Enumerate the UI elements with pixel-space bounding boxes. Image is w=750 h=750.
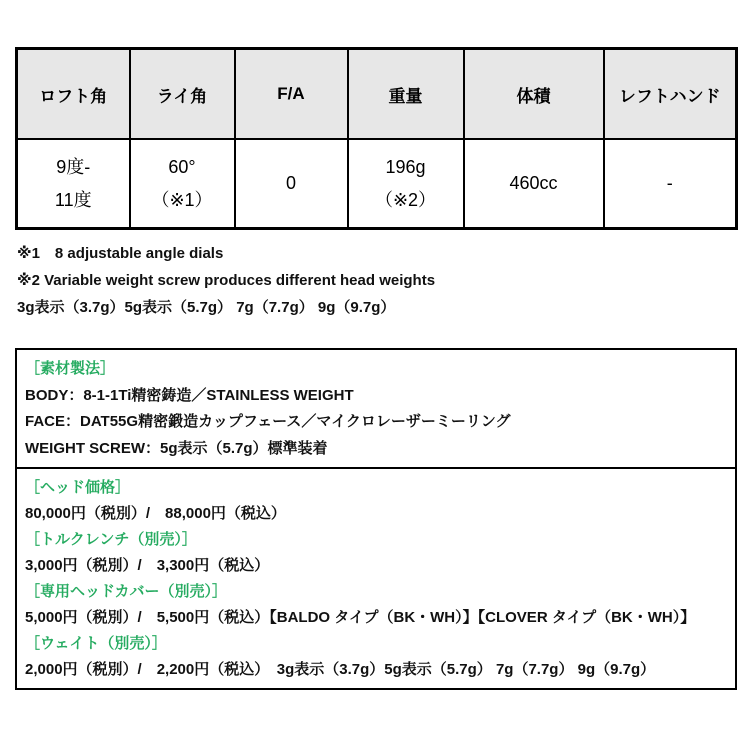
weight-option-label: ［ウェイト（別売）］ <box>25 635 167 652</box>
torque-wrench-price: 3,000円（税別）/ 3,300円（税込） <box>25 557 270 574</box>
spec-table-header-row <box>17 49 737 140</box>
torque-wrench-label: ［トルクレンチ（別売）］ <box>25 531 197 548</box>
header-face-angle: F/A <box>235 49 348 140</box>
header-volume: 体積 <box>464 49 604 140</box>
spec-table-value-row <box>17 139 737 229</box>
footnote-weights: 3g表示（3.7g）5g表示（5.7g） 7g（7.7g） 9g（9.7g） <box>17 299 396 316</box>
value-loft-angle: 9度- 11度 <box>17 139 130 229</box>
footnote-1: ※1 8 adjustable angle dials <box>17 245 224 262</box>
header-loft-angle: ロフト角 <box>17 49 130 140</box>
spec-table <box>15 47 738 230</box>
price-section <box>17 467 735 688</box>
header-weight: 重量 <box>348 49 464 140</box>
material-section <box>17 350 735 467</box>
material-section-label: ［素材製法］ <box>25 360 116 377</box>
material-weight-screw: WEIGHT SCREW：5g表示（5.7g）標準装着 <box>25 439 328 457</box>
detail-box <box>15 348 737 690</box>
header-lie-angle: ライ角 <box>130 49 235 140</box>
weight-option-price: 2,000円（税別）/ 2,200円（税込） 3g表示（3.7g）5g表示（5.7g） 7g（7.7g） 9g（9.7g） <box>25 661 656 678</box>
material-face: FACE：DAT55G精密鍛造カップフェース／マイクロレーザーミーリング <box>25 413 511 430</box>
value-lie-angle: 60° （※1） <box>130 139 235 229</box>
value-volume: 460cc <box>464 139 604 229</box>
material-body: BODY：8-1-1Ti精密鋳造／STAINLESS WEIGHT <box>25 386 354 404</box>
head-price-value: 80,000円（税別）/ 88,000円（税込） <box>25 505 286 522</box>
head-cover-price: 5,000円（税別）/ 5,500円（税込）【BALDO タイプ（BK・WH）】【CLOVER タイプ（BK・WH）】 <box>25 609 696 626</box>
footnotes <box>17 240 733 321</box>
header-left-hand: レフトハンド <box>604 49 737 140</box>
head-price-label: ［ヘッド価格］ <box>25 479 131 496</box>
head-cover-label: ［専用ヘッドカバー（別売）］ <box>25 583 228 600</box>
value-weight: 196g （※2） <box>348 139 464 229</box>
value-left-hand: - <box>604 139 737 229</box>
value-face-angle: 0 <box>235 139 348 229</box>
footnote-2: ※2 Variable weight screw produces different head weights <box>17 272 436 289</box>
